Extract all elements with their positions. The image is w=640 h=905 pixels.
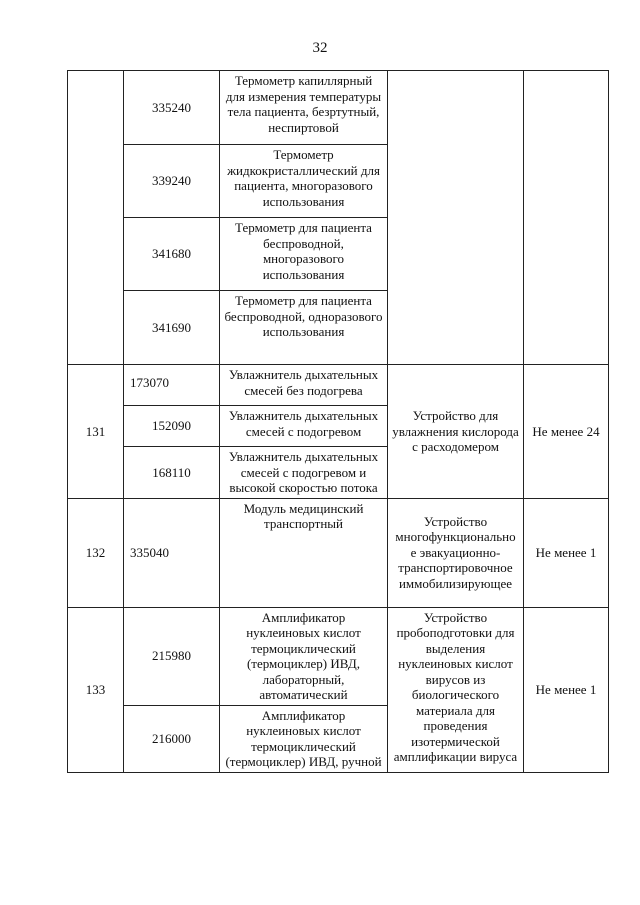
code-cell: 173070	[124, 365, 220, 406]
row-number: 132	[68, 498, 124, 607]
code-cell: 341690	[124, 291, 220, 365]
code-cell: 215980	[124, 607, 220, 705]
row-number: 131	[68, 365, 124, 499]
requirement-cell: Устройство для увлажнения кислорода с расходомером	[388, 365, 524, 499]
requirement-cell: Устройство пробоподготовки для выделения нуклеиновых кислот вирусов из биологического материала для проведения изотермической амплификации вируса	[388, 607, 524, 772]
name-cell: Модуль медицинский транспортный	[220, 498, 388, 607]
code-cell: 216000	[124, 705, 220, 772]
code-cell: 339240	[124, 145, 220, 218]
name-cell: Увлажнитель дыхательных смесей с подогревом и высокой скоростью потока	[220, 447, 388, 499]
code-cell: 168110	[124, 447, 220, 499]
requirement-cell	[388, 71, 524, 365]
table-row	[68, 71, 609, 145]
quantity-cell	[524, 71, 609, 365]
code-cell: 152090	[124, 406, 220, 447]
quantity-cell: Не менее 1	[524, 498, 609, 607]
code-cell: 335040	[124, 498, 220, 607]
name-cell: Амплификатор нуклеиновых кислот термоциклический (термоциклер) ИВД, лабораторный, автоматический	[220, 607, 388, 705]
name-cell: Термометр для пациента беспроводной, одноразового использования	[220, 291, 388, 365]
page-number: 32	[312, 40, 328, 56]
table-row	[68, 607, 609, 705]
num-cell	[68, 71, 124, 365]
requirement-cell: Устройство многофункционально е эвакуационно-транспортировочное иммобилизирующее	[388, 498, 524, 607]
quantity-cell: Не менее 1	[524, 607, 609, 772]
table-row	[68, 365, 609, 406]
name-cell: Увлажнитель дыхательных смесей без подогрева	[220, 365, 388, 406]
code-cell: 335240	[124, 71, 220, 145]
equipment-table	[67, 70, 609, 773]
name-cell: Амплификатор нуклеиновых кислот термоциклический (термоциклер) ИВД, ручной	[220, 705, 388, 772]
name-cell: Термометр жидкокристаллический для пациента, многоразового использования	[220, 145, 388, 218]
name-cell: Термометр капиллярный для измерения температуры тела пациента, безртутный, неспиртовой	[220, 71, 388, 145]
row-number: 133	[68, 607, 124, 772]
table-row	[68, 498, 609, 607]
name-cell: Термометр для пациента беспроводной, многоразового использования	[220, 218, 388, 291]
name-cell: Увлажнитель дыхательных смесей с подогревом	[220, 406, 388, 447]
quantity-cell: Не менее 24	[524, 365, 609, 499]
code-cell: 341680	[124, 218, 220, 291]
